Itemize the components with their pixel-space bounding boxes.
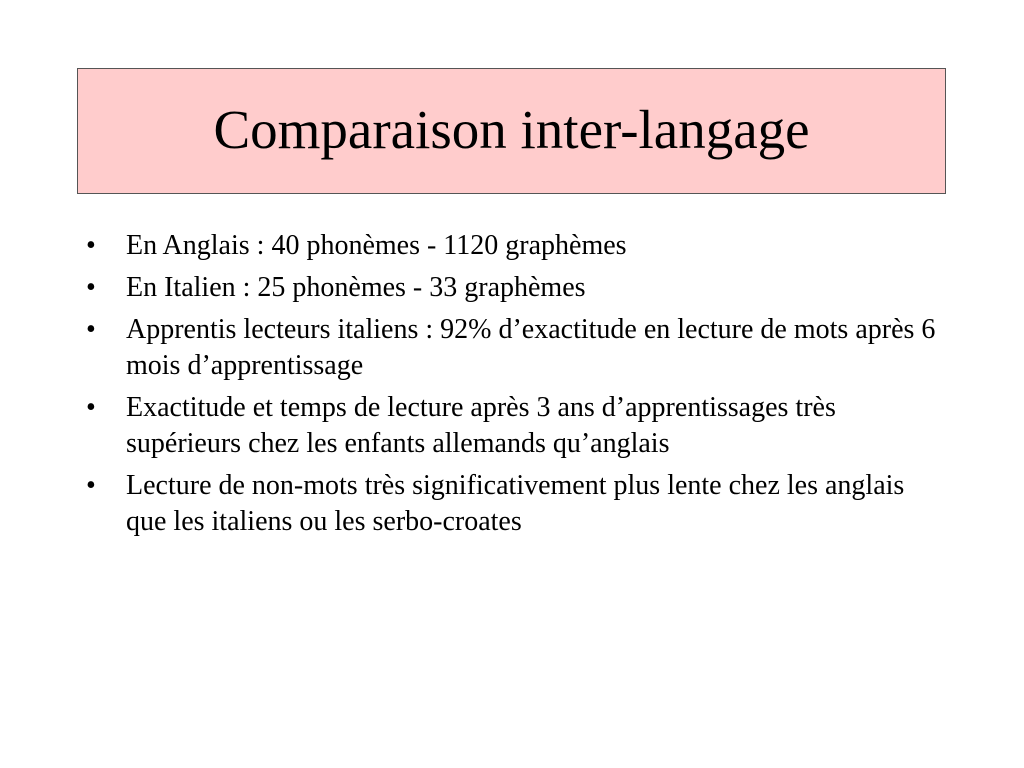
bullet-icon: • [86, 272, 96, 303]
bullet-item [86, 228, 946, 264]
bullet-item [86, 270, 946, 306]
bullet-text: En Anglais : 40 phonèmes - 1120 graphèmes [126, 230, 627, 261]
slide-title: Comparaison inter-langage [213, 98, 810, 160]
bullet-text: En Italien : 25 phonèmes - 33 graphèmes [126, 272, 586, 303]
bullet-text: Exactitude et temps de lecture après 3 ans d’apprentissages très supérieurs chez les enfants allemands qu’anglais [126, 392, 836, 459]
bullet-item [86, 468, 946, 540]
bullet-icon: • [86, 470, 96, 501]
bullet-list [86, 228, 946, 546]
bullet-icon: • [86, 392, 96, 423]
bullet-item [86, 312, 946, 384]
bullet-text: Apprentis lecteurs italiens : 92% d’exactitude en lecture de mots après 6 mois d’apprentissage [126, 314, 936, 381]
title-box [77, 68, 946, 194]
bullet-item [86, 390, 946, 462]
bullet-icon: • [86, 314, 96, 345]
bullet-text: Lecture de non-mots très significativement plus lente chez les anglais que les italiens ou les serbo-croates [126, 470, 905, 537]
bullet-icon: • [86, 230, 96, 261]
